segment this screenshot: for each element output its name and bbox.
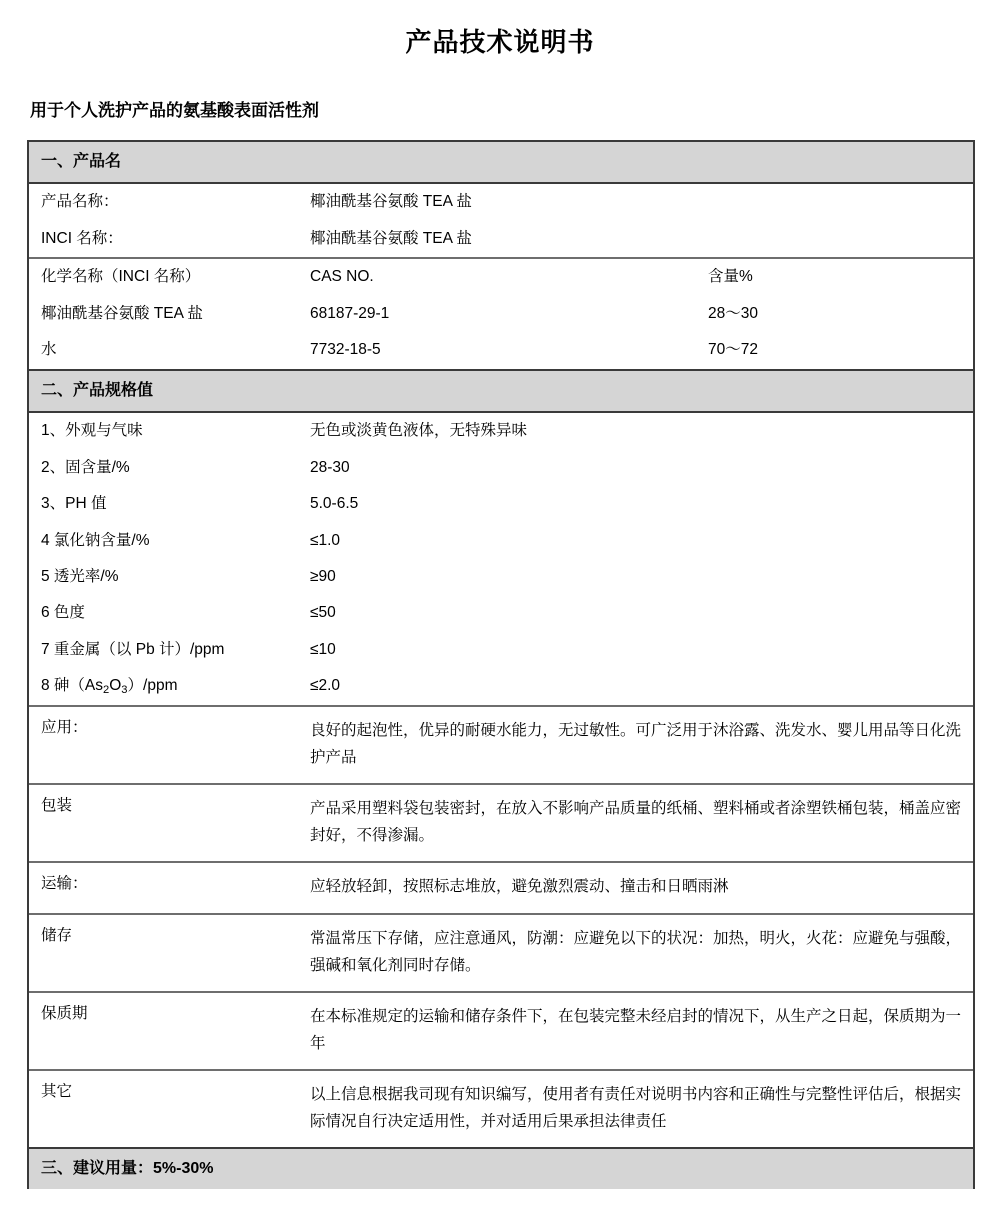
table-row [29,863,973,912]
table-row [29,915,973,991]
row-value: 应轻放轻卸，按照标志堆放，避免激烈震动、撞击和日晒雨淋 [310,878,729,896]
table-row [29,993,973,1069]
spec-label: 3、PH 值 [41,495,107,513]
detail-row-packaging [29,785,973,863]
column-header-content-percent: 含量% [708,268,753,286]
spec-value: ≤10 [310,640,336,658]
cell-chemical-name: 水 [41,341,57,359]
detail-row-transport [29,863,973,914]
spec-value: ≤1.0 [310,531,341,549]
row-value: 常温常压下存储，应注意通风，防潮：应避免以下的状况：加热，明火，火花：应避免与强酸，强碱和氧化剂同时存储。 [310,929,962,974]
list-item [29,595,973,631]
cell-content-percent: 70～72 [708,341,758,359]
row-label: 应用： [41,718,88,736]
section-header-product-name: 一、产品名 [29,142,973,184]
row-value: 椰油酰基谷氨酸 TEA 盐 [310,193,472,211]
column-header-cas-no: CAS NO. [310,268,374,286]
spec-label: 4 氯化钠含量/% [41,531,150,549]
list-item [29,413,973,449]
detail-row-shelf-life [29,993,973,1071]
table-row [29,184,973,220]
row-value: 以上信息根据我司现有知识编写，使用者有责任对说明书内容和正确性与完整性评估后，根据实际情况自行决定适用性，并对适用后果承担法律责任 [310,1086,962,1131]
row-label: 包装 [41,797,73,815]
spec-value: 无色或淡黄色液体，无特殊异味 [310,422,528,440]
row-value: 良好的起泡性，优异的耐硬水能力，无过敏性。可广泛用于沐浴露、洗发水、婴儿用品等日化洗护产品 [310,721,962,766]
spec-table [27,140,975,1189]
table-row [29,1071,973,1147]
table-row [29,332,973,368]
row-label: 储存 [41,926,73,944]
spec-label: 6 色度 [41,604,85,622]
cell-cas-no: 68187-29-1 [310,304,390,322]
row-label: 运输： [41,875,88,893]
list-item [29,523,973,559]
detail-row-other [29,1071,973,1147]
spec-value: ≤50 [310,604,336,622]
cell-chemical-name: 椰油酰基谷氨酸 TEA 盐 [41,304,203,322]
spec-label: 5 透光率/% [41,568,119,585]
section-header-recommended-dosage: 三、建议用量：5%-30% [29,1147,973,1189]
spec-value: ≥90 [310,568,336,585]
row-label: 产品名称： [41,193,119,211]
table-row [29,221,973,257]
spec-label: 2、固含量/% [41,458,130,476]
table-header-row [29,259,973,295]
page-title: 产品技术说明书 [405,27,595,57]
page-subtitle: 用于个人洗护产品的氨基酸表面活性剂 [30,100,319,120]
product-name-block [29,184,973,259]
spec-label: 1、外观与气味 [41,422,143,440]
section-header-specifications: 二、产品规格值 [29,369,973,413]
table-row [29,296,973,332]
table-row [29,707,973,783]
list-item [29,632,973,668]
row-label: INCI 名称： [41,229,123,247]
row-value: 在本标准规定的运输和储存条件下，在包装完整未经启封的情况下，从生产之日起，保质期为一年 [310,1007,962,1052]
spec-value: ≤2.0 [310,677,341,695]
table-row [29,785,973,861]
list-item [29,559,973,595]
specification-list [29,413,973,707]
spec-label: 8 砷$(As_2O_3)$/ppm [41,677,178,697]
column-header-chemical-name: 化学名称（INCI 名称） [41,268,201,286]
row-label: 其它 [41,1083,73,1100]
list-item [29,450,973,486]
cell-content-percent: 28～30 [708,304,758,322]
spec-label: 7 重金属（以 Pb 计）/ppm [41,640,225,658]
list-item [29,486,973,522]
composition-block [29,259,973,368]
detail-row-application [29,707,973,785]
row-value: 椰油酰基谷氨酸 TEA 盐 [310,229,472,247]
row-value: 产品采用塑料袋包装密封，在放入不影响产品质量的纸桶、塑料桶或者涂塑铁桶包装，桶盖应密封好，不得渗漏。 [310,800,962,845]
spec-value: 5.0-6.5 [310,495,359,513]
spec-value: 28-30 [310,458,350,476]
row-label: 保质期 [41,1004,88,1022]
detail-row-storage [29,915,973,993]
list-item [29,668,973,704]
cell-cas-no: 7732-18-5 [310,341,381,359]
